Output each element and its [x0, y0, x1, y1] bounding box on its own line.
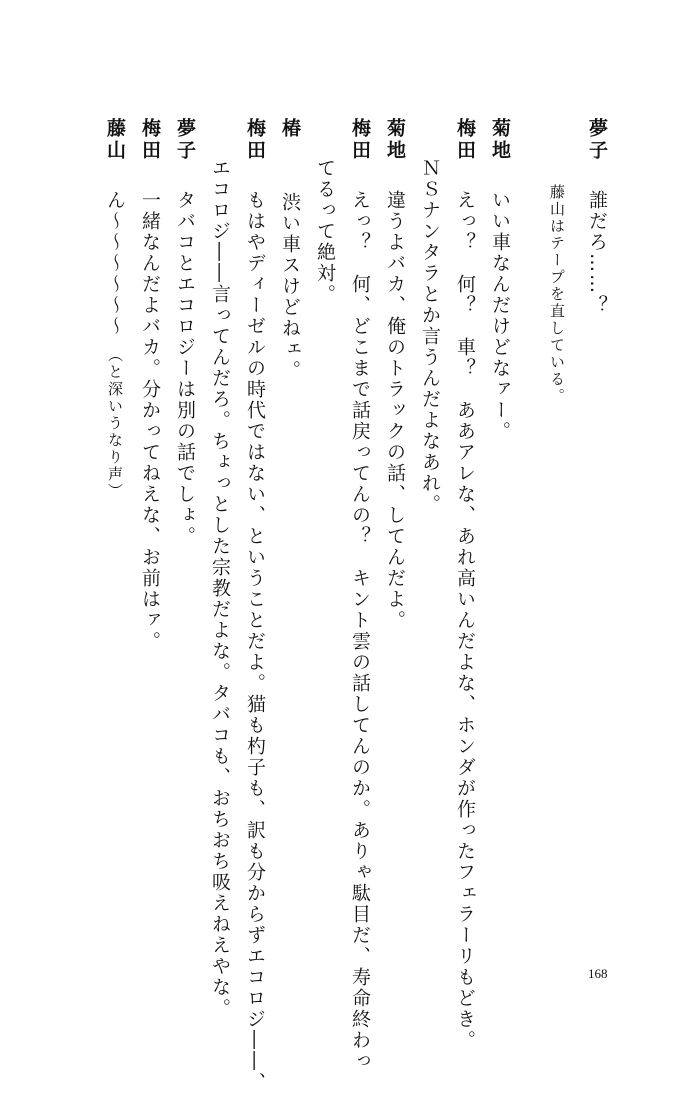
dialogue-line-4: [453, 118, 477, 1051]
dialogue-line-13: [138, 118, 162, 898]
dialogue-text: 一緒なんだよバカ。分かってねえな、お前はァ。: [139, 190, 161, 652]
dialogue-text: ん〜〜〜〜〜〜: [104, 190, 126, 337]
dialogue-text: もはやディーゼルの時代ではない、ということだよ。猫も杓子も、訳も分からずエコロジ――、: [244, 190, 266, 1093]
dialogue-text: タバコとエコロジーは別の話でしょ。: [174, 190, 196, 547]
speaker-name: 梅田: [349, 118, 371, 162]
speaker-name: 菊地: [489, 118, 511, 162]
speaker-name: 椿: [279, 118, 301, 140]
dialogue-text: 違うよバカ、俺のトラックの話、してんだよ。: [384, 190, 406, 631]
dialogue-line-7: [348, 118, 372, 1072]
dialogue-text: ＮＳナンタラとか言うんだよなあれ。: [419, 158, 441, 515]
stage-direction: [545, 118, 569, 964]
dialogue-text: いい車なんだけどなァー。: [489, 190, 511, 442]
dialogue-continuation: [208, 118, 232, 1019]
stage-direction-text: 藤山はテープを直している。: [548, 184, 566, 405]
dialogue-line-1: [585, 118, 609, 898]
dialogue-text: えっ？ 何、どこまで話戻ってんの？ キント雲の話してんのか。ありゃ駄目だ、寿命終わっ: [349, 190, 371, 1072]
dialogue-line-12: [173, 118, 197, 898]
speaker-name: 梅田: [139, 118, 161, 162]
speaker-name: 藤山: [104, 118, 126, 162]
dialogue-line-14: [103, 118, 127, 898]
dialogue-continuation: [418, 118, 442, 938]
inline-stage-direction: （と深いうなり声）: [106, 347, 124, 500]
dialogue-text: エコロジ――言ってんだろ。ちょっとした宗教だよな。タバコも、おちおち吸えねえやな。: [209, 158, 231, 1019]
speaker-name: 夢子: [174, 118, 196, 162]
dialogue-continuation: [313, 118, 337, 938]
speaker-name: 菊地: [384, 118, 406, 162]
dialogue-text: 誰だろ……？: [586, 190, 608, 316]
dialogue-line-3: [488, 118, 512, 898]
speaker-name: 夢子: [586, 118, 608, 162]
dialogue-line-10: [243, 118, 267, 1093]
dialogue-text: えっ？ 何？ 車？ ああアレな、あれ高いんだよな、ホンダが作ったフェラーリもどき。: [454, 190, 476, 1051]
speaker-name: 梅田: [454, 118, 476, 162]
dialogue-line-9: [278, 118, 302, 898]
dialogue-line-6: [383, 118, 407, 898]
speaker-name: 梅田: [244, 118, 266, 162]
dialogue-text: 渋い車スけどねェ。: [279, 192, 301, 381]
dialogue-text: てるって絶対。: [314, 158, 336, 305]
page-number: 168: [588, 966, 608, 981]
